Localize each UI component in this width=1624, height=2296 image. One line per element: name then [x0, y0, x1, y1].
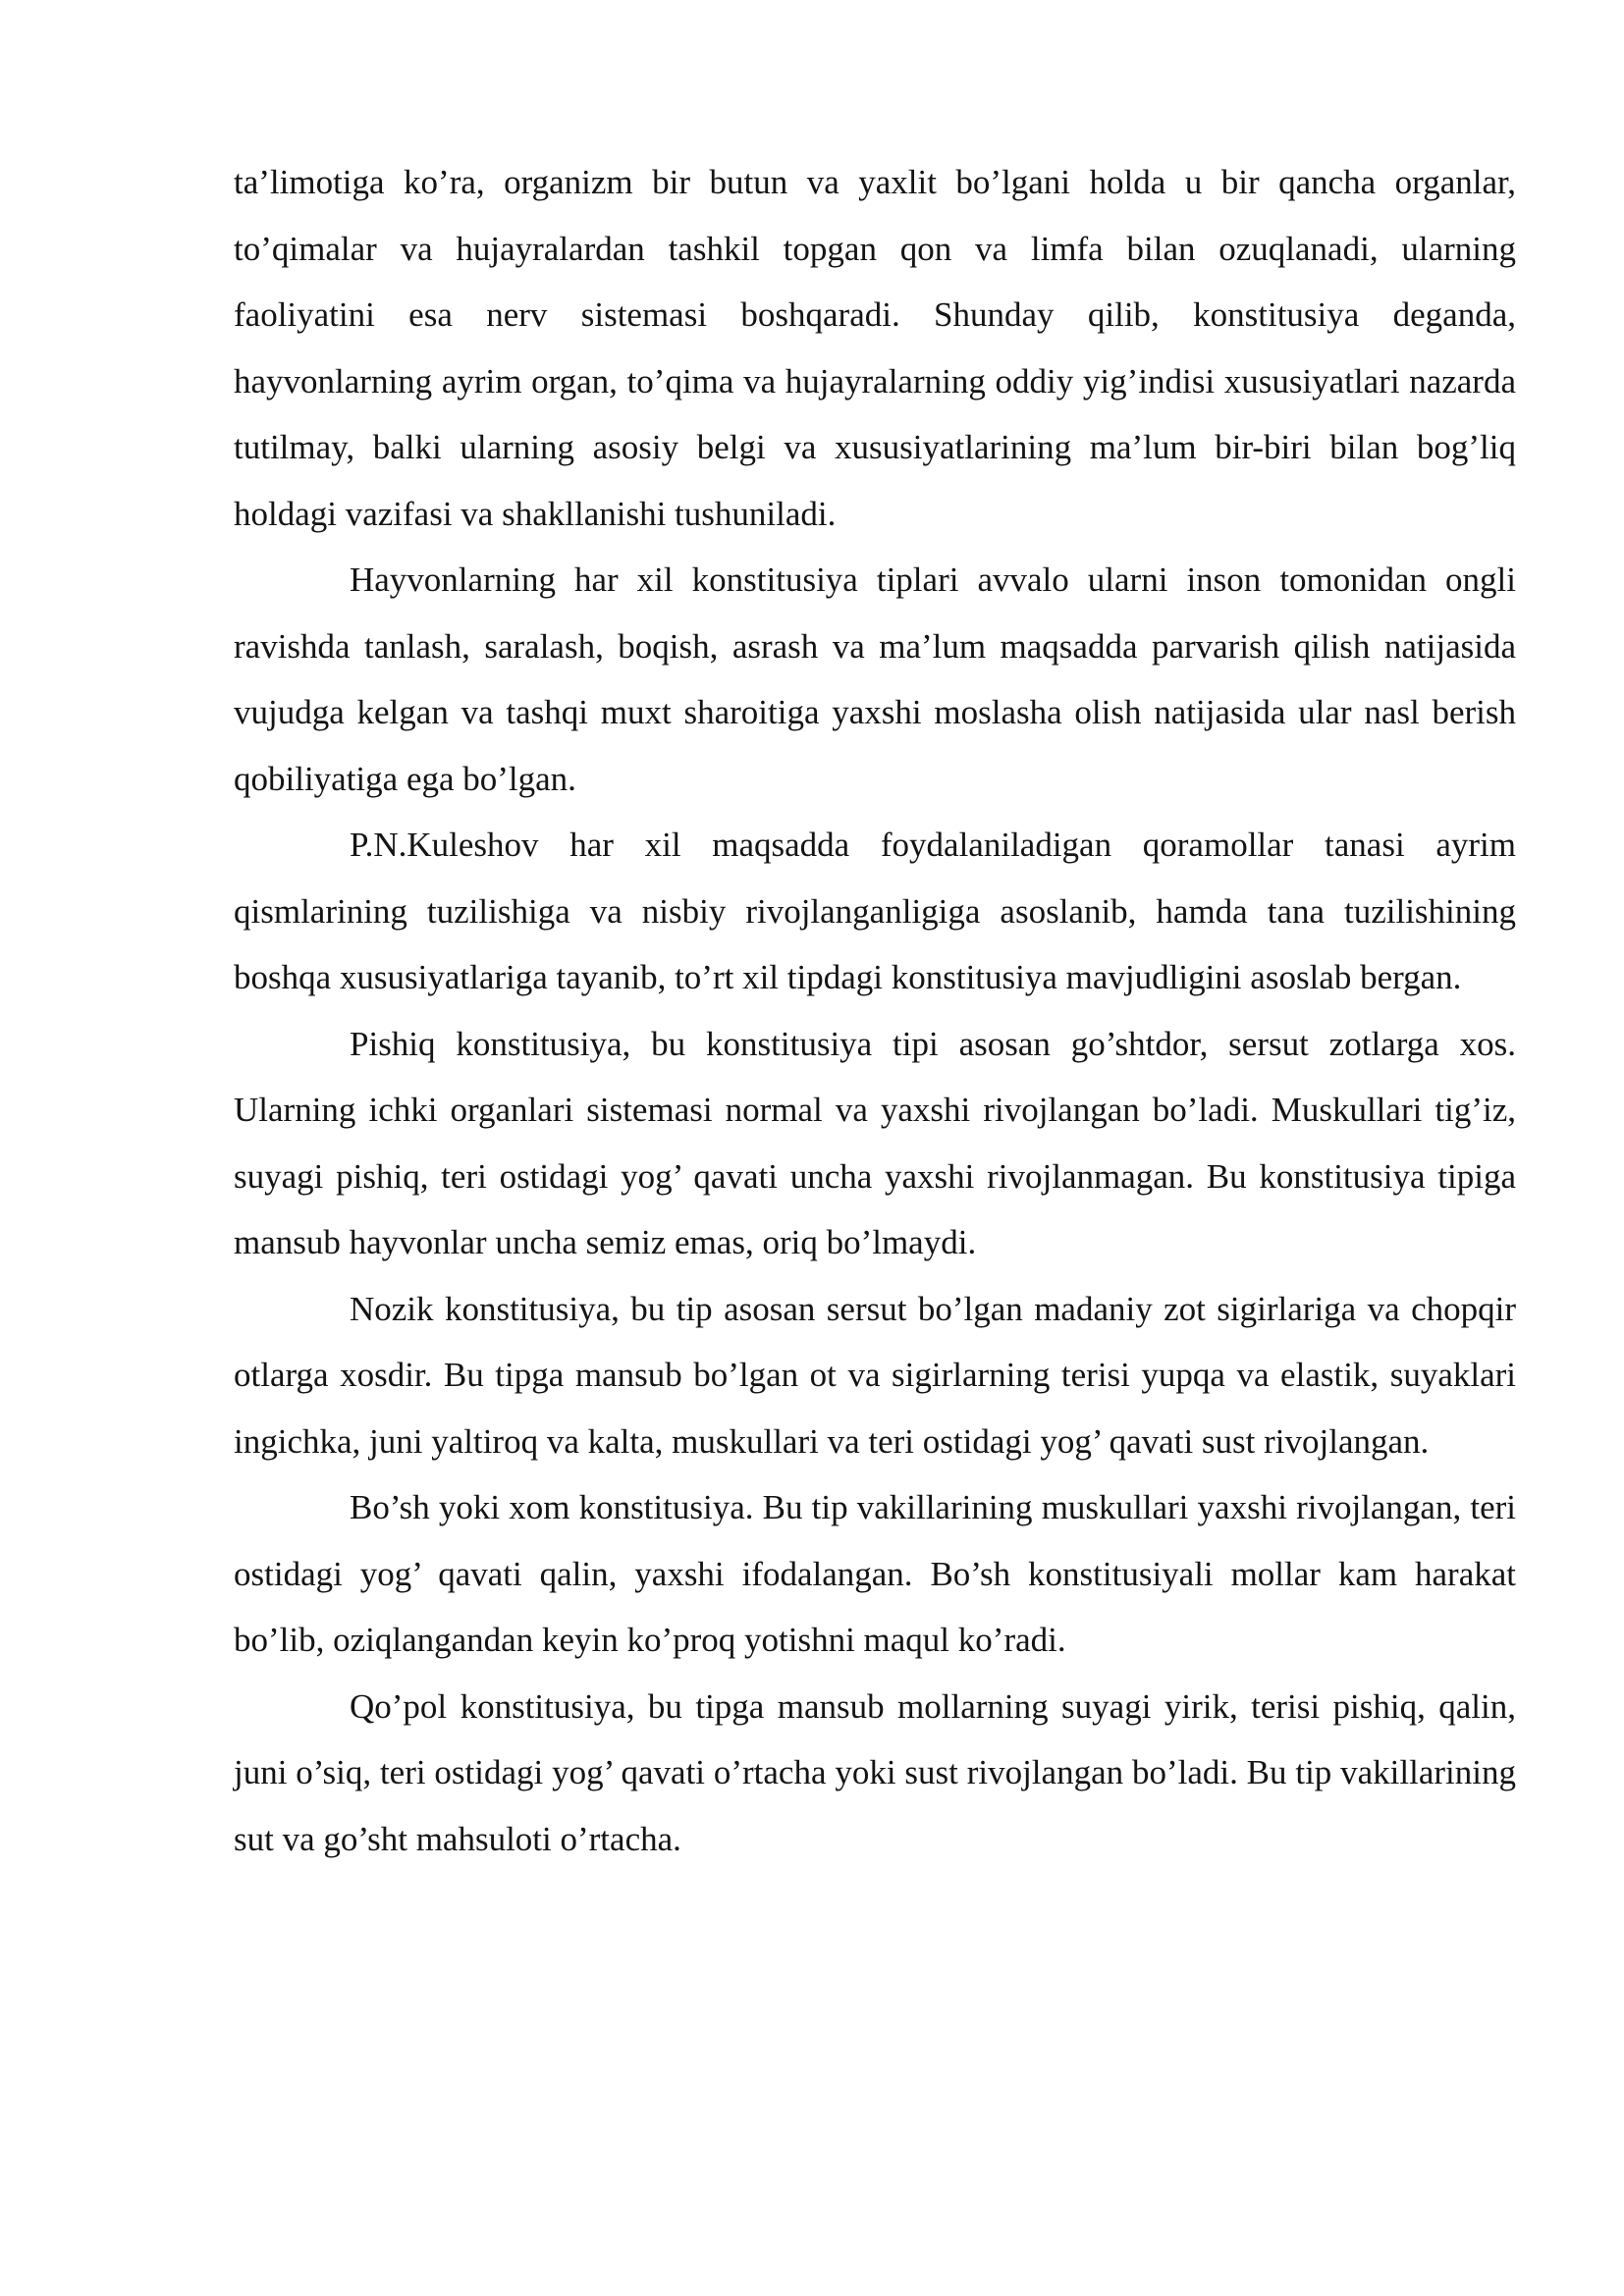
paragraph-loose-constitution: Bo’sh yoki xom konstitusiya. Bu tip vakillarining muskullari yaxshi rivojlangan, teri ostidagi yog’ qavati qalin, yaxshi ifodalangan. Bo’sh konstitusiyali mollar kam harakat bo’lib, oziqlangandan keyin ko’proq yotishni maqul ko’radi. — [234, 1488, 1516, 1659]
paragraph-firm-constitution: Pishiq konstitusiya, bu konstitusiya tipi asosan go’shtdor, sersut zotlarga xos. Ularning ichki organlari sistemasi normal va yaxshi rivojlangan bo’ladi. Muskullari tig’iz, suyagi pishiq, teri ostidagi yog’ qavati uncha yaxshi rivojlanmagan. Bu konstitusiya tipiga mansub hayvonlar uncha semiz emas, oriq bo’lmaydi. — [234, 1024, 1516, 1261]
paragraph-continuation: ta’limotiga ko’ra, organizm bir butun va yaxlit bo’lgani holda u bir qancha organlar, to’qimalar va hujayralardan tashkil topgan qon va limfa bilan ozuqlanadi, ularning faoliyatini esa nerv sistemasi boshqaradi. Shunday qilib, konstitusiya deganda, hayvonlarning ayrim organ, to’qima va hujayralarning oddiy yig’indisi xususiyatlari nazarda tutilmay, balki ularning asosiy belgi va xususiyatlarining ma’lum bir-biri bilan bog’liq holdagi vazifasi va shakllanishi tushuniladi. — [234, 163, 1516, 533]
paragraph-kuleshov: P.N.Kuleshov har xil maqsadda foydalaniladigan qoramollar tanasi ayrim qismlarining tuzilishiga va nisbiy rivojlanganligiga asoslanib, hamda tana tuzilishining boshqa xususiyatlariga tayanib, to’rt xil tipdagi konstitusiya mavjudligini asoslab bergan. — [234, 826, 1516, 996]
paragraph-constitution-types-origin: Hayvonlarning har xil konstitusiya tiplari avvalo ularni inson tomonidan ongli ravishda tanlash, saralash, boqish, asrash va ma’lum maqsadda parvarish qilish natijasida vujudga kelgan va tashqi muxt sharoitiga yaxshi moslasha olish natijasida ular nasl berish qobiliyatiga ega bo’lgan. — [234, 561, 1516, 798]
paragraph-delicate-constitution: Nozik konstitusiya, bu tip asosan sersut bo’lgan madaniy zot sigirlariga va chopqir otlarga xosdir. Bu tipga mansub bo’lgan ot va sigirlarning terisi yupqa va elastik, suyaklari ingichka, juni yaltiroq va kalta, muskullari va teri ostidagi yog’ qavati sust rivojlangan. — [234, 1289, 1516, 1461]
document-body — [234, 149, 1516, 1872]
paragraph-coarse-constitution: Qo’pol konstitusiya, bu tipga mansub mollarning suyagi yirik, terisi pishiq, qalin, juni o’siq, teri ostidagi yog’ qavati o’rtacha yoki sust rivojlangan bo’ladi. Bu tip vakillarining sut va go’sht mahsuloti o’rtacha. — [234, 1686, 1516, 1858]
